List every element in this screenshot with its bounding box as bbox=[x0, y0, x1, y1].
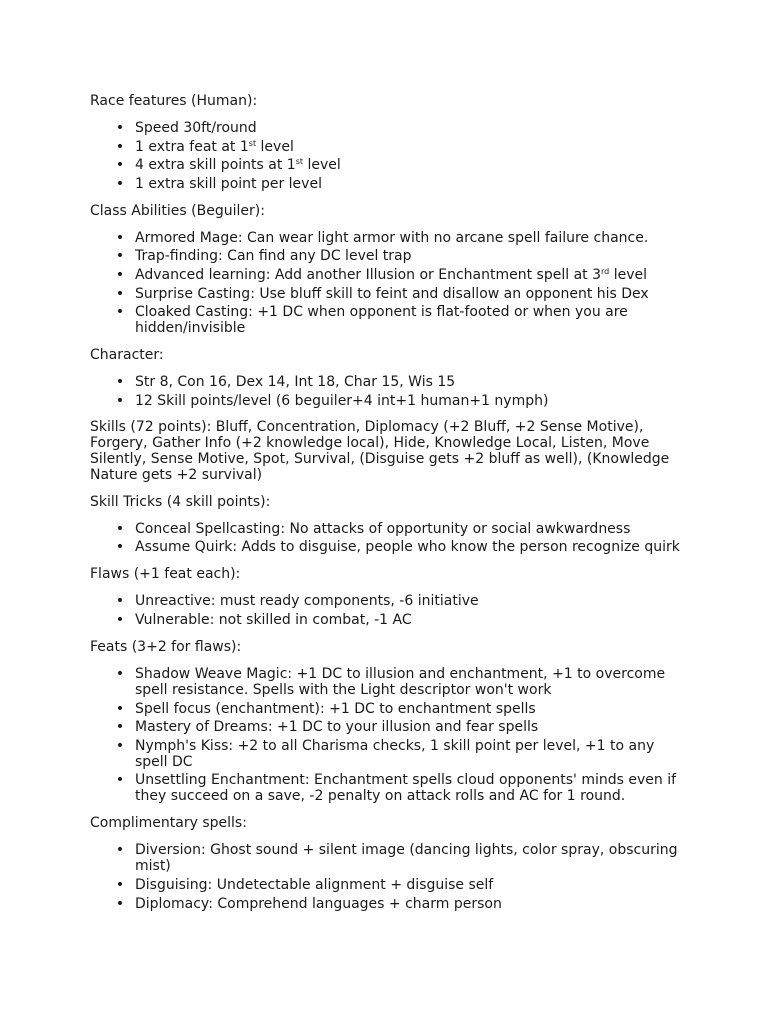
list-item: • Diversion: Ghost sound + silent image (dancing lights, color spray, obscuring mist) bbox=[90, 842, 690, 874]
character-list bbox=[90, 374, 690, 409]
section-heading-flaws: Flaws (+1 feat each): bbox=[90, 566, 241, 583]
skill-tricks-list bbox=[90, 521, 690, 556]
list-item: • 4 extra skill points at 1st level bbox=[90, 157, 690, 173]
bullet-icon: • bbox=[115, 700, 125, 717]
bullet-icon: • bbox=[115, 120, 125, 136]
list-item: • Advanced learning: Add another Illusion or Enchantment spell at 3rd level bbox=[90, 267, 690, 283]
list-item: • 1 extra feat at 1st level bbox=[90, 139, 690, 155]
bullet-icon: • bbox=[115, 772, 125, 789]
list-item: • Assume Quirk: Adds to disguise, people who know the person recognize quirk bbox=[90, 539, 690, 555]
list-item: • 12 Skill points/level (6 beguiler+4 int+1 human+1 nymph) bbox=[90, 393, 690, 409]
list-item: • Shadow Weave Magic: +1 DC to illusion and enchantment, +1 to overcome spell resistance. Spells with the Light descriptor won't work bbox=[90, 666, 690, 698]
bullet-icon: • bbox=[115, 737, 125, 754]
bullet-icon: • bbox=[115, 611, 125, 628]
bullet-icon: • bbox=[115, 719, 125, 736]
list-item: • Nymph's Kiss: +2 to all Charisma checks, 1 skill point per level, +1 to any spell DC bbox=[90, 738, 690, 770]
bullet-icon: • bbox=[115, 895, 125, 912]
section-heading-skill-tricks: Skill Tricks (4 skill points): bbox=[90, 493, 271, 510]
bullet-icon: • bbox=[115, 539, 125, 556]
flaws-list bbox=[90, 593, 690, 628]
list-item: • Conceal Spellcasting: No attacks of opportunity or social awkwardness bbox=[90, 521, 690, 537]
list-item: • Disguising: Undetectable alignment + disguise self bbox=[90, 877, 690, 893]
feats-list bbox=[90, 666, 690, 804]
section-heading-character: Character: bbox=[90, 347, 164, 364]
race-features-list bbox=[90, 120, 690, 192]
bullet-icon: • bbox=[115, 157, 125, 174]
section-heading-class: Class Abilities (Beguiler): bbox=[90, 202, 265, 219]
list-item: • Armored Mage: Can wear light armor with no arcane spell failure chance. bbox=[90, 230, 690, 246]
section-heading-feats: Feats (3+2 for flaws): bbox=[90, 638, 242, 655]
list-item: • Trap-finding: Can find any DC level trap bbox=[90, 248, 690, 264]
list-item: • Str 8, Con 16, Dex 14, Int 18, Char 15, Wis 15 bbox=[90, 374, 690, 390]
bullet-icon: • bbox=[115, 138, 125, 155]
bullet-icon: • bbox=[115, 374, 125, 391]
section-heading-spells: Complimentary spells: bbox=[90, 815, 247, 832]
section-heading-race: Race features (Human): bbox=[90, 93, 258, 109]
bullet-icon: • bbox=[115, 266, 125, 283]
bullet-icon: • bbox=[115, 229, 125, 246]
list-item: • Mastery of Dreams: +1 DC to your illusion and fear spells bbox=[90, 719, 690, 735]
list-item: • Unreactive: must ready components, -6 initiative bbox=[90, 593, 690, 609]
list-item: • Speed 30ft/round bbox=[90, 120, 690, 136]
bullet-icon: • bbox=[115, 304, 125, 321]
list-item: • Spell focus (enchantment): +1 DC to enchantment spells bbox=[90, 701, 690, 717]
bullet-icon: • bbox=[115, 665, 125, 682]
bullet-icon: • bbox=[115, 520, 125, 537]
list-item: • Cloaked Casting: +1 DC when opponent is flat-footed or when you are hidden/invisible bbox=[90, 304, 690, 336]
list-item: • Diplomacy: Comprehend languages + charm person bbox=[90, 896, 690, 912]
list-item: • 1 extra skill point per level bbox=[90, 176, 690, 192]
bullet-icon: • bbox=[115, 175, 125, 192]
list-item: • Vulnerable: not skilled in combat, -1 AC bbox=[90, 612, 690, 628]
list-item: • Surprise Casting: Use bluff skill to feint and disallow an opponent his Dex bbox=[90, 286, 690, 302]
bullet-icon: • bbox=[115, 876, 125, 893]
spells-list bbox=[90, 842, 690, 911]
bullet-icon: • bbox=[115, 248, 125, 265]
bullet-icon: • bbox=[115, 285, 125, 302]
class-abilities-list bbox=[90, 230, 690, 336]
bullet-icon: • bbox=[115, 593, 125, 610]
skills-paragraph: Skills (72 points): Bluff, Concentration, Diplomacy (+2 Bluff, +2 Sense Motive), Forgery, Gather Info (+2 knowledge local), Hide, Knowledge Local, Listen, Move Silently, Sense Motive, Spot, Survival, (Disguise gets +2 bluff as well), (Knowledge Nature gets +2 survival) bbox=[90, 418, 670, 483]
bullet-icon: • bbox=[115, 392, 125, 409]
document-page bbox=[90, 92, 690, 922]
list-item: • Unsettling Enchantment: Enchantment spells cloud opponents' minds even if they succeed on a save, -2 penalty on attack rolls and AC for 1 round. bbox=[90, 772, 690, 804]
bullet-icon: • bbox=[115, 842, 125, 859]
